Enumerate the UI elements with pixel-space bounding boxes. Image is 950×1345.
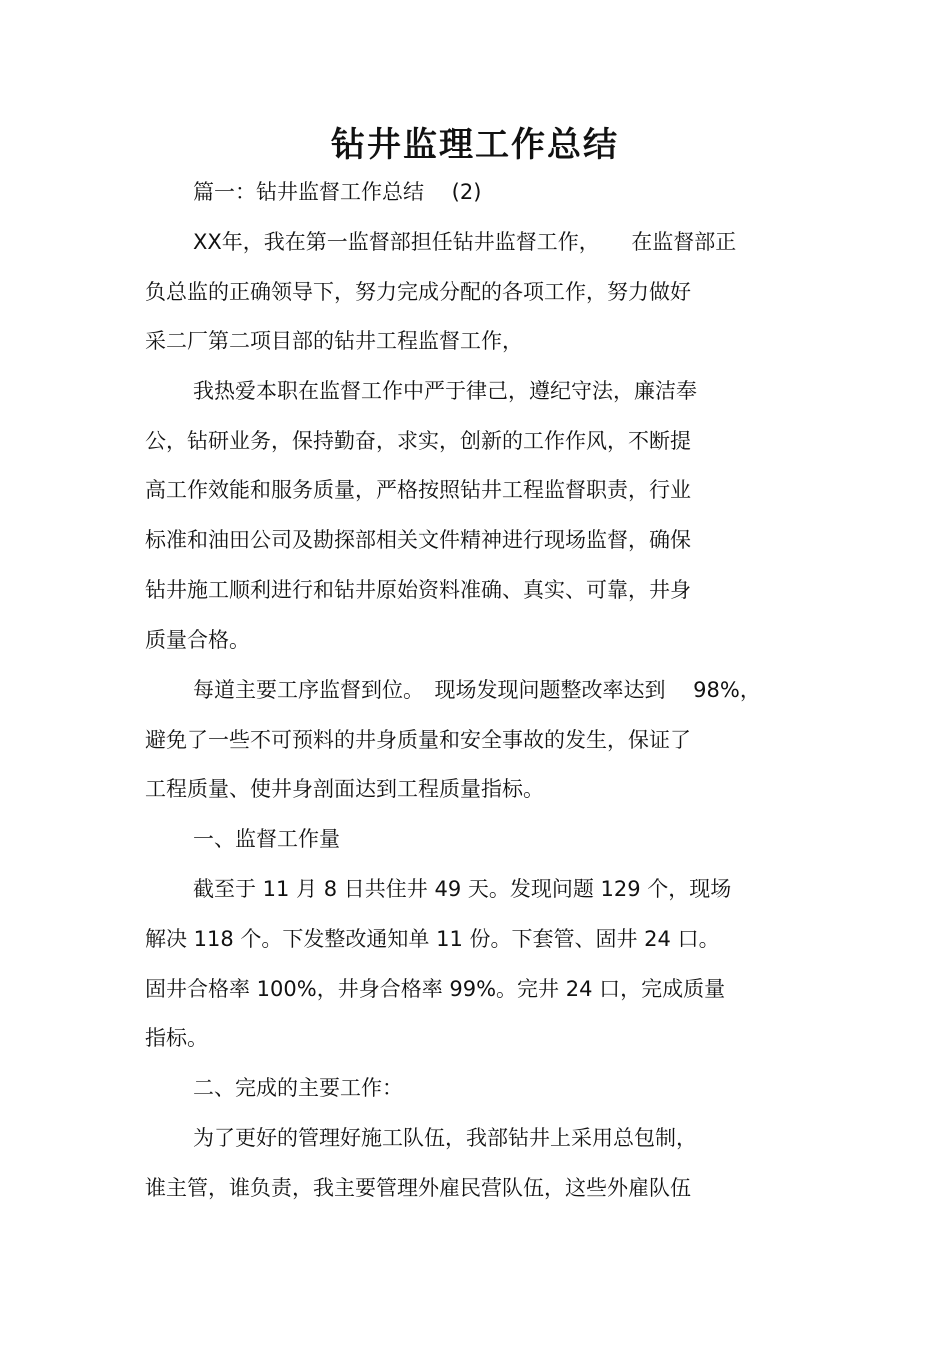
paragraph-line: 解决 118 个。下发整改通知单 11 份。下套管、固井 24 口。 <box>145 927 720 951</box>
section-heading: 二、完成的主要工作： <box>193 1076 403 1100</box>
document-subtitle: 篇一：钻井监督工作总结 (2) <box>193 180 482 204</box>
paragraph-line: 公，钻研业务，保持勤奋，求实，创新的工作作风，不断提 <box>145 429 691 453</box>
paragraph-line: 高工作效能和服务质量，严格按照钻井工程监督职责，行业 <box>145 478 691 502</box>
paragraph-line: 截至于 11 月 8 日共住井 49 天。发现问题 129 个，现场 <box>193 877 732 901</box>
paragraph-line: 标准和油田公司及勘探部相关文件精神进行现场监督，确保 <box>145 528 691 552</box>
paragraph-line: 谁主管，谁负责，我主要管理外雇民营队伍，这些外雇队伍 <box>145 1176 691 1200</box>
paragraph-line: 每道主要工序监督到位。 现场发现问题整改率达到 98%， <box>193 678 761 702</box>
paragraph-line: 固井合格率 100%，井身合格率 99%。完井 24 口，完成质量 <box>145 977 726 1001</box>
section-heading: 一、监督工作量 <box>193 827 340 851</box>
paragraph-line: 钻井施工顺利进行和钻井原始资料准确、真实、可靠，井身 <box>145 578 691 602</box>
paragraph-line: 我热爱本职在监督工作中严于律己，遵纪守法，廉洁奉 <box>193 379 697 403</box>
paragraph-line: 负总监的正确领导下，努力完成分配的各项工作，努力做好 <box>145 280 691 304</box>
paragraph-line: 为了更好的管理好施工队伍，我部钻井上采用总包制， <box>193 1126 697 1150</box>
paragraph-line: XX年，我在第一监督部担任钻井监督工作， 在监督部正 <box>193 230 737 254</box>
paragraph-line: 采二厂第二项目部的钻井工程监督工作， <box>145 329 523 353</box>
document-title: 钻井监理工作总结 <box>331 125 619 165</box>
paragraph-line: 指标。 <box>145 1026 208 1050</box>
paragraph-line: 避免了一些不可预料的井身质量和安全事故的发生，保证了 <box>145 728 691 752</box>
paragraph-line: 质量合格。 <box>145 628 250 652</box>
paragraph-line: 工程质量、使井身剖面达到工程质量指标。 <box>145 777 544 801</box>
